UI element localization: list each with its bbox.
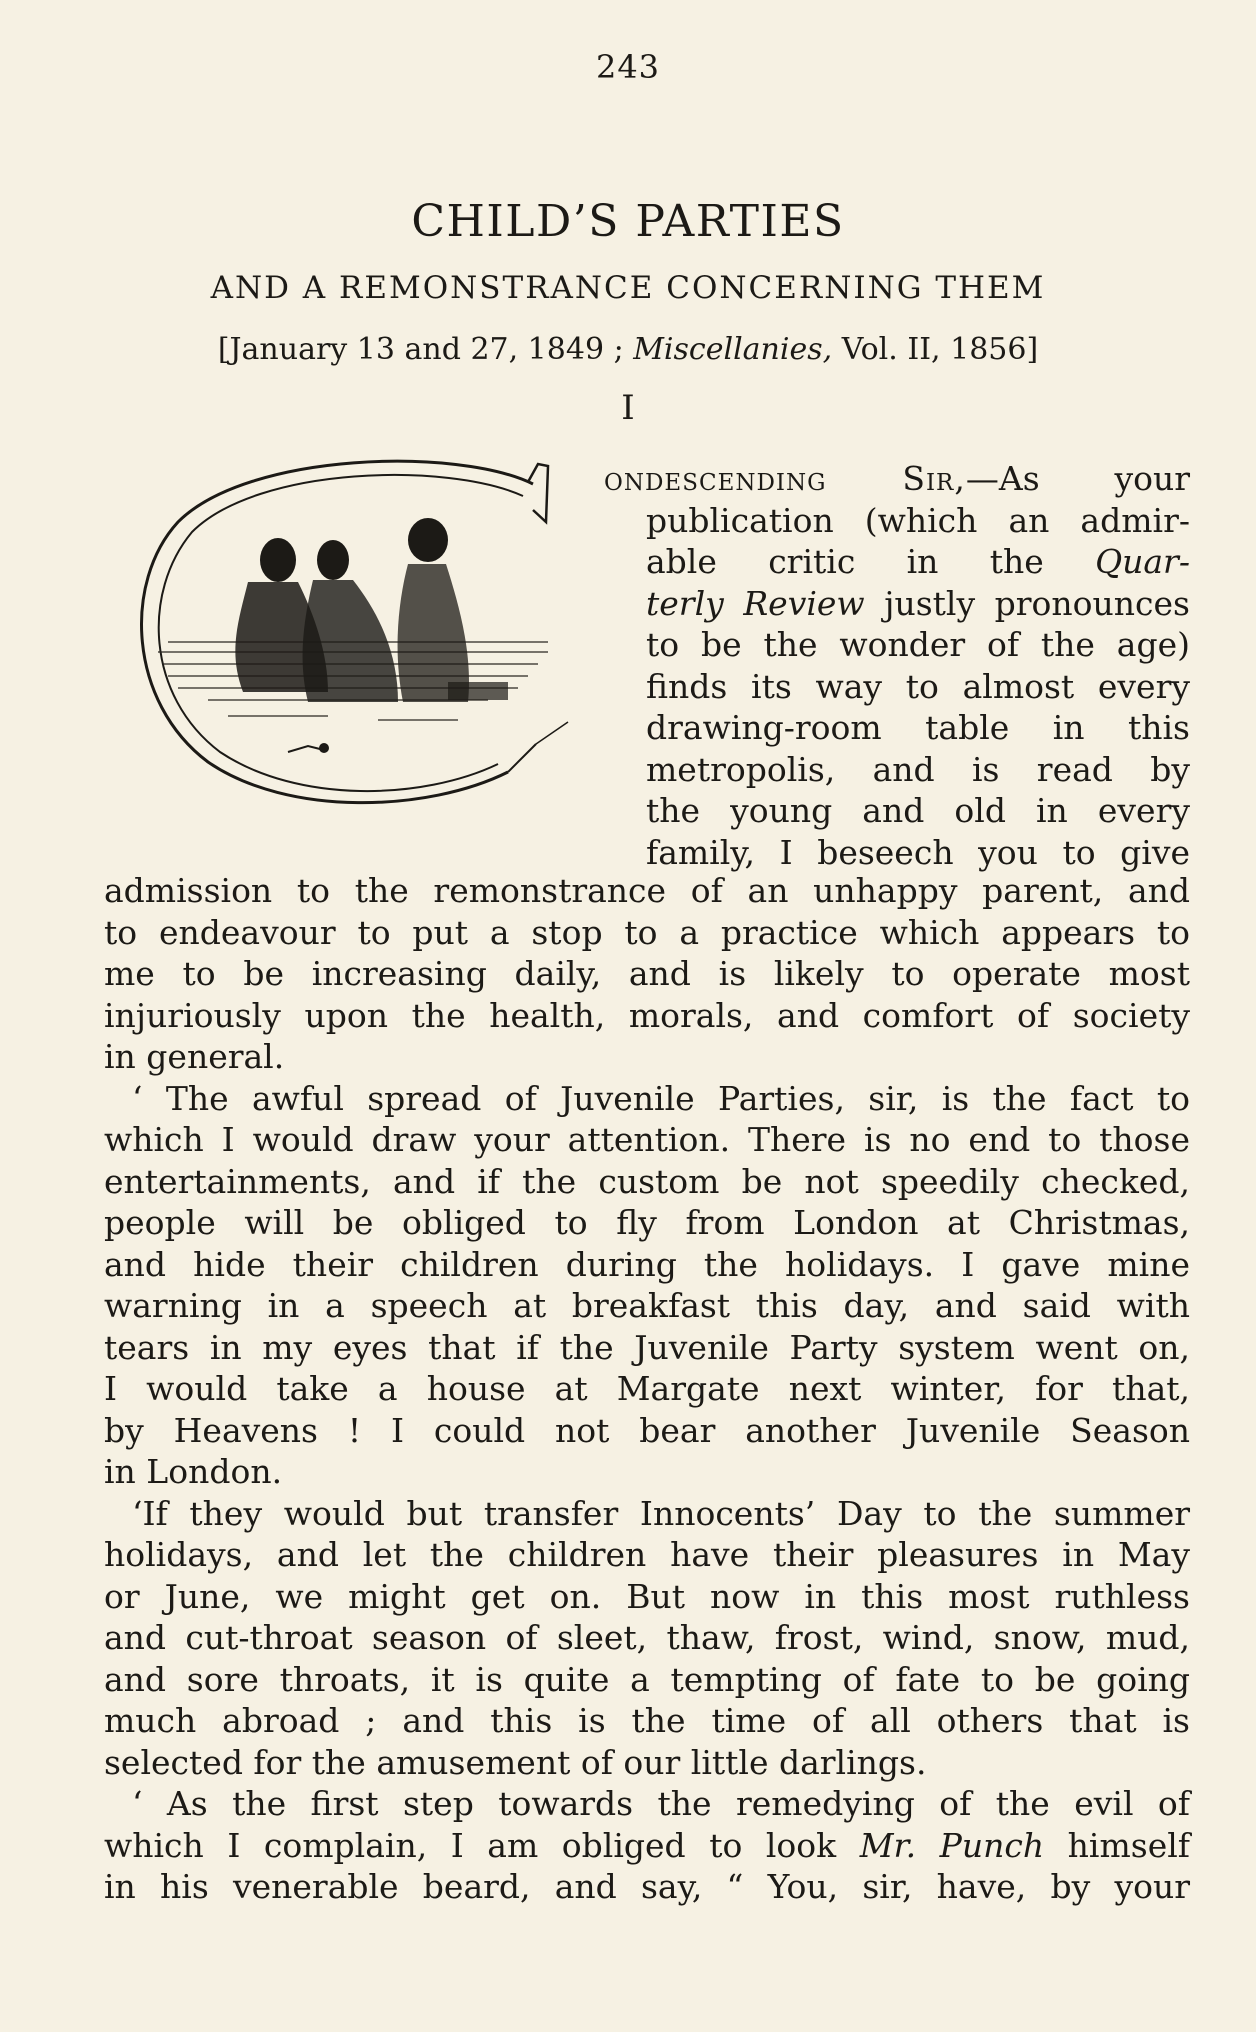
line-text: himself [1044, 1825, 1190, 1865]
text-line [104, 995, 1190, 1037]
line-text: in general. [104, 1037, 285, 1076]
line-text: the young and old in every [646, 791, 1190, 830]
italic-text: terly Review [646, 583, 865, 623]
text-line [104, 1576, 1190, 1618]
text-line [104, 1617, 1190, 1659]
line-text: me to be increasing daily, and is likely to operate most [104, 954, 1190, 993]
line-text: and cut-throat season of sleet, thaw, frost, wind, snow, mud, [104, 1618, 1190, 1657]
smallcaps-text: ondescending Sir, [604, 459, 966, 498]
text-line [104, 1410, 1190, 1452]
line-text: in London. [104, 1452, 283, 1491]
italic-text: Mr. Punch [859, 1825, 1045, 1865]
text-line [604, 458, 1190, 500]
text-line [104, 870, 1190, 912]
line-text: people will be obliged to fly from London at Christmas, [104, 1203, 1190, 1242]
text-line [104, 1368, 1190, 1410]
line-text: holidays, and let the children have their pleasures in May [104, 1535, 1190, 1574]
text-line [104, 1119, 1190, 1161]
text-line [104, 1825, 1190, 1867]
line-text: I would take a house at Margate next winter, for that, [104, 1369, 1190, 1408]
line-text: or June, we might get on. But now in this most ruthless [104, 1576, 1190, 1616]
page-number: 243 [595, 48, 661, 86]
text-line [646, 666, 1190, 708]
line-text: ‘ The awful spread of Juvenile Parties, sir, is the fact to [132, 1078, 1190, 1118]
text-line [104, 1451, 1190, 1493]
text-line [646, 583, 1190, 625]
dateline-prefix: [January 13 and 27, 1849 ; [217, 332, 634, 367]
chapter-title: CHILD’S PARTIES [411, 196, 845, 247]
line-text: ‘ As the first step towards the remedying of the evil of [132, 1784, 1190, 1823]
text-line [104, 1742, 1190, 1784]
line-text: which I would draw your attention. There is no end to those [104, 1120, 1190, 1159]
text-line [646, 500, 1190, 542]
text-line [646, 790, 1190, 832]
line-text: to endeavour to put a stop to a practice which appears to [104, 912, 1190, 952]
line-text: tears in my eyes that if the Juvenile Party system went on, [104, 1327, 1190, 1367]
line-text: warning in a speech at breakfast this day, and said with [104, 1286, 1190, 1325]
line-text: drawing-room table in this [646, 708, 1190, 747]
dateline [0, 332, 1256, 367]
italic-text: Quar- [1095, 542, 1190, 581]
line-text: much abroad ; and this is the time of all others that is [104, 1701, 1190, 1740]
text-line [104, 912, 1190, 954]
text-line [104, 1078, 1190, 1120]
text-line [104, 1327, 1190, 1369]
text-line [104, 1036, 1190, 1078]
dropcap-paragraph [604, 458, 1190, 873]
chapter-subtitle: AND A REMONSTRANCE CONCERNING THEM [210, 270, 1046, 306]
text-line [104, 1285, 1190, 1327]
line-text: by Heavens ! I could not bear another Juvenile Season [104, 1410, 1190, 1450]
line-text: selected for the amusement of our little darlings. [104, 1742, 927, 1782]
line-text: which I complain, I am obliged to look [104, 1825, 860, 1865]
text-line [104, 1659, 1190, 1701]
line-text: injuriously upon the health, morals, and comfort of society [104, 995, 1190, 1035]
line-text: justly pronounces [864, 583, 1190, 623]
text-line [104, 1783, 1190, 1825]
dateline-italic: Miscellanies, [633, 332, 833, 367]
dateline-suffix: Vol. II, 1856] [832, 332, 1039, 367]
line-text: to be the wonder of the age) [646, 625, 1190, 664]
line-text: in his venerable beard, and say, “ You, sir, have, by your [104, 1867, 1190, 1906]
text-line [646, 707, 1190, 749]
line-text: publication (which an admir- [646, 500, 1190, 540]
text-line [104, 1202, 1190, 1244]
vignette-drop-cap-C-icon [128, 452, 598, 832]
text-line [104, 1161, 1190, 1203]
line-text: —As your [965, 459, 1191, 498]
text-line [646, 541, 1190, 583]
section-numeral: I [621, 388, 635, 428]
text-line [104, 1493, 1190, 1535]
text-line [646, 749, 1190, 791]
women-at-tea-table-engraving-icon [235, 518, 508, 753]
text-line [104, 1244, 1190, 1286]
line-text: and sore throats, it is quite a tempting of fate to be going [104, 1659, 1190, 1699]
line-text: admission to the remonstrance of an unhappy parent, and [104, 871, 1190, 910]
text-line [104, 1866, 1190, 1908]
line-text: finds its way to almost every [646, 666, 1190, 706]
line-text: ‘If they would but transfer Innocents’ Day to the summer [132, 1493, 1190, 1533]
line-text: family, I beseech you to give [646, 832, 1190, 872]
text-line [646, 832, 1190, 874]
text-line [104, 953, 1190, 995]
text-line [646, 624, 1190, 666]
line-text: entertainments, and if the custom be not speedily checked, [104, 1161, 1190, 1201]
line-text: able critic in the [646, 542, 1096, 581]
line-text: metropolis, and is read by [646, 749, 1190, 789]
line-text: and hide their children during the holidays. I gave mine [104, 1244, 1190, 1284]
body-paragraphs [104, 870, 1190, 1908]
text-line [104, 1700, 1190, 1742]
text-line [104, 1534, 1190, 1576]
